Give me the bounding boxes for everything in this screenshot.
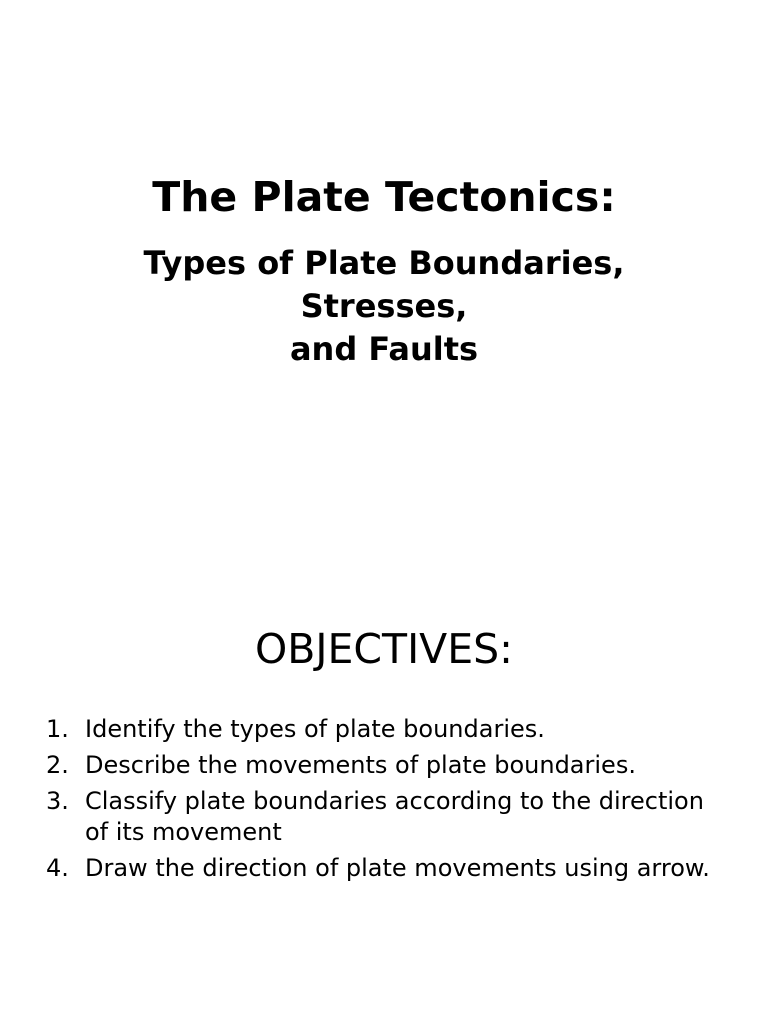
objectives-heading: OBJECTIVES: <box>255 625 513 673</box>
objectives-list <box>46 714 726 889</box>
objective-text: Draw the direction of plate movements using arrow. <box>85 854 710 882</box>
objective-item <box>46 714 726 745</box>
objective-number: 3. <box>46 787 69 815</box>
objective-item <box>46 786 726 848</box>
page-subtitle <box>0 242 768 370</box>
objective-number: 4. <box>46 854 69 882</box>
objective-number: 2. <box>46 751 69 779</box>
objective-text: Identify the types of plate boundaries. <box>85 715 545 743</box>
objective-text: Classify plate boundaries according to the direction of its movement <box>85 787 704 846</box>
objective-item <box>46 750 726 781</box>
objective-number: 1. <box>46 715 69 743</box>
page-title: The Plate Tectonics: <box>152 173 616 221</box>
objective-text: Describe the movements of plate boundaries. <box>85 751 636 779</box>
objective-item <box>46 853 726 884</box>
subtitle-line-3: and Faults <box>289 330 479 368</box>
subtitle-line-2: Stresses, <box>300 287 468 325</box>
subtitle-line-1: Types of Plate Boundaries, <box>143 244 625 282</box>
